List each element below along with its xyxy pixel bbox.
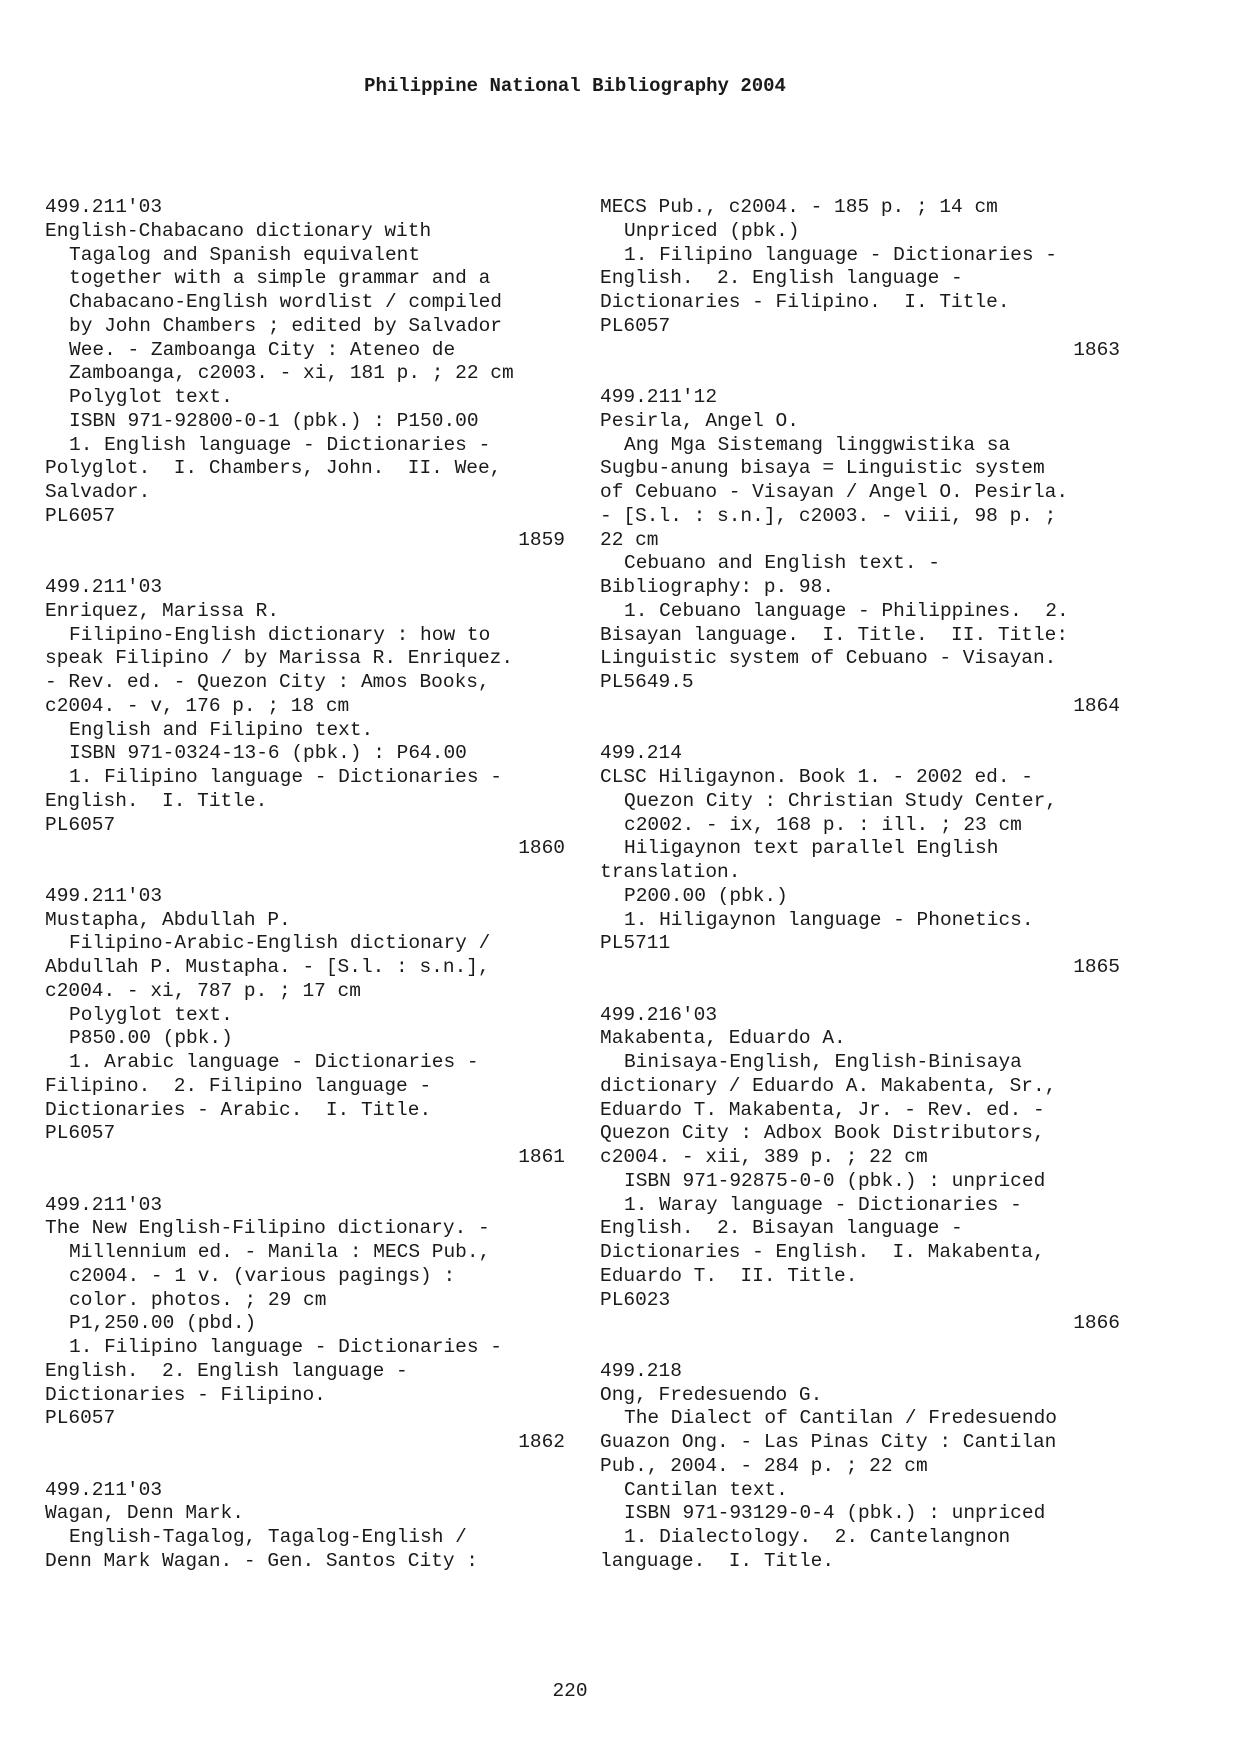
entry-number: 1860 xyxy=(518,837,565,860)
entry-line: Dictionaries - Arabic. I. Title. xyxy=(45,1098,432,1121)
entry-line: 499.211'03 xyxy=(45,884,163,907)
entry-line: English-Chabacano dictionary with xyxy=(45,219,432,242)
entry-separator xyxy=(600,1336,1120,1360)
entry-line: language. I. Title. xyxy=(600,1549,835,1572)
bibliography-entry xyxy=(45,196,565,552)
entry-line: of Cebuano - Visayan / Angel O. Pesirla. xyxy=(600,481,1069,503)
bibliography-entry xyxy=(600,1004,1120,1337)
entry-line: P850.00 (pbk.) xyxy=(69,1027,233,1050)
entry-line: Dictionaries - Filipino. I. Title. xyxy=(600,291,1010,313)
bibliography-entry xyxy=(45,576,565,861)
entry-line: Denn Mark Wagan. - Gen. Santos City : xyxy=(45,1549,478,1572)
bibliography-entry xyxy=(600,742,1120,980)
entry-line: Polyglot text. xyxy=(69,1003,233,1026)
entry-line: Hiligaynon text parallel English xyxy=(624,837,999,860)
entry-line: Pesirla, Angel O. xyxy=(600,409,799,432)
entry-line: Dictionaries - English. I. Makabenta, xyxy=(600,1241,1045,1263)
entry-number: 1864 xyxy=(1073,694,1120,717)
entry-line: Sugbu-anung bisaya = Linguistic system xyxy=(600,457,1045,480)
entry-separator xyxy=(600,980,1120,1004)
entry-line: English. 2. Bisayan language - xyxy=(600,1217,963,1240)
entry-line: ISBN 971-93129-0-4 (pbk.) : unpriced xyxy=(624,1502,1046,1525)
entry-line: PL6057 xyxy=(45,813,116,836)
entry-line: 499.211'03 xyxy=(45,576,163,598)
entry-line: English. 2. English language - xyxy=(600,267,963,290)
entry-number: 1861 xyxy=(518,1146,565,1168)
entry-line: dictionary / Eduardo A. Makabenta, Sr., xyxy=(600,1074,1057,1097)
entry-line: Ang Mga Sistemang linggwistika sa xyxy=(624,433,1011,456)
entry-line: English-Tagalog, Tagalog-English / xyxy=(69,1526,467,1548)
entry-line: 1. English language - Dictionaries - xyxy=(69,433,491,456)
entry-line: 499.218 xyxy=(600,1359,682,1382)
entry-line: c2004. - v, 176 p. ; 18 cm xyxy=(45,694,350,717)
entry-line: c2002. - ix, 168 p. : ill. ; 23 cm xyxy=(624,813,1022,836)
entry-separator xyxy=(600,719,1120,743)
entry-separator xyxy=(45,552,565,576)
entry-line: Guazon Ong. - Las Pinas City : Cantilan xyxy=(600,1431,1057,1453)
entry-line: Polyglot. I. Chambers, John. II. Wee, xyxy=(45,457,502,480)
entry-number: 1866 xyxy=(1073,1312,1120,1335)
entry-line: English and Filipino text. xyxy=(69,718,374,741)
entry-line: CLSC Hiligaynon. Book 1. - 2002 ed. - xyxy=(600,766,1033,788)
entry-line: PL5711 xyxy=(600,932,671,955)
entry-line: Ong, Fredesuendo G. xyxy=(600,1383,823,1406)
entry-line: Abdullah P. Mustapha. - [S.l. : s.n.], xyxy=(45,956,490,978)
entry-number: 1865 xyxy=(1073,956,1120,978)
entry-line: Dictionaries - Filipino. xyxy=(45,1383,326,1406)
entry-line: - Rev. ed. - Quezon City : Amos Books, xyxy=(45,671,490,693)
entry-line: Millennium ed. - Manila : MECS Pub., xyxy=(69,1241,491,1263)
entry-line: c2004. - xi, 787 p. ; 17 cm xyxy=(45,979,361,1002)
entry-line: The Dialect of Cantilan / Fredesuendo xyxy=(624,1407,1057,1430)
entry-line: Zamboanga, c2003. - xi, 181 p. ; 22 cm xyxy=(69,362,514,385)
entry-number: 1863 xyxy=(1073,338,1120,361)
right-column xyxy=(600,196,1120,1574)
entry-line: Salvador. xyxy=(45,481,151,503)
entry-number: 1862 xyxy=(518,1431,565,1453)
entry-line: PL6057 xyxy=(45,1407,116,1430)
entry-line: Binisaya-English, English-Binisaya xyxy=(624,1051,1022,1073)
entry-line: 1. Filipino language - Dictionaries - xyxy=(69,766,502,788)
entry-number: 1859 xyxy=(518,528,565,551)
entry-line: Makabenta, Eduardo A. xyxy=(600,1027,846,1050)
entry-line: 1. Waray language - Dictionaries - xyxy=(624,1193,1022,1216)
left-column xyxy=(45,196,565,1574)
entry-line: Bibliography: p. 98. xyxy=(600,576,835,598)
entry-line: Unpriced (pbk.) xyxy=(624,219,800,242)
entry-line: 499.211'03 xyxy=(45,1193,163,1216)
entry-line: together with a simple grammar and a xyxy=(69,267,491,290)
entry-line: 1. Arabic language - Dictionaries - xyxy=(69,1051,479,1073)
entry-line: translation. xyxy=(600,861,741,883)
entry-line: speak Filipino / by Marissa R. Enriquez. xyxy=(45,647,514,670)
entry-line: 499.214 xyxy=(600,742,682,765)
entry-line: Polyglot text. xyxy=(69,386,233,408)
entry-separator xyxy=(45,861,565,885)
entry-line: Quezon City : Christian Study Center, xyxy=(624,789,1057,812)
entry-separator xyxy=(45,1455,565,1479)
entry-line: Filipino. 2. Filipino language - xyxy=(45,1074,432,1097)
entry-line: MECS Pub., c2004. - 185 p. ; 14 cm xyxy=(600,196,998,218)
entry-separator xyxy=(45,1170,565,1194)
entry-line: color. photos. ; 29 cm xyxy=(69,1288,327,1311)
bibliography-entry xyxy=(45,885,565,1170)
bibliography-entry xyxy=(600,1360,1120,1574)
entry-line: P1,250.00 (pbd.) xyxy=(69,1312,257,1335)
page-number: 220 xyxy=(552,1680,588,1702)
entry-line: 1. Cebuano language - Philippines. 2. xyxy=(624,599,1069,622)
entry-line: English. I. Title. xyxy=(45,789,268,812)
entry-line: Eduardo T. Makabenta, Jr. - Rev. ed. - xyxy=(600,1098,1045,1121)
entry-line: 1. Filipino language - Dictionaries - xyxy=(69,1336,502,1358)
bibliography-entry xyxy=(600,196,1120,362)
entry-line: PL6057 xyxy=(45,1122,116,1145)
entry-line: 499.216'03 xyxy=(600,1003,718,1026)
entry-line: Wagan, Denn Mark. xyxy=(45,1502,244,1525)
entry-line: Chabacano-English wordlist / compiled xyxy=(69,291,502,313)
entry-line: 22 cm xyxy=(600,528,659,551)
bibliography-entry xyxy=(600,386,1120,719)
page-title: Philippine National Bibliography 2004 xyxy=(364,75,786,97)
entry-line: Linguistic system of Cebuano - Visayan. xyxy=(600,647,1057,670)
entry-line: 1. Hiligaynon language - Phonetics. xyxy=(624,908,1034,931)
entry-line: 499.211'03 xyxy=(45,1478,163,1501)
entry-line: PL6023 xyxy=(600,1288,671,1311)
entry-line: - [S.l. : s.n.], c2003. - viii, 98 p. ; xyxy=(600,504,1057,527)
entry-line: Tagalog and Spanish equivalent xyxy=(69,243,421,266)
entry-line: Pub., 2004. - 284 p. ; 22 cm xyxy=(600,1454,928,1477)
entry-line: Filipino-Arabic-English dictionary / xyxy=(69,932,491,955)
entry-line: Enriquez, Marissa R. xyxy=(45,599,280,622)
entry-line: Quezon City : Adbox Book Distributors, xyxy=(600,1122,1045,1145)
entry-line: Bisayan language. I. Title. II. Title: xyxy=(600,623,1069,646)
entry-line: Cebuano and English text. - xyxy=(624,552,940,575)
entry-line: 1. Dialectology. 2. Cantelangnon xyxy=(624,1526,1011,1548)
entry-line: 499.211'03 xyxy=(45,196,163,218)
entry-line: P200.00 (pbk.) xyxy=(624,884,788,907)
entry-line: ISBN 971-92875-0-0 (pbk.) : unpriced xyxy=(624,1169,1046,1192)
entry-line: PL6057 xyxy=(600,314,671,337)
entry-line: Mustapha, Abdullah P. xyxy=(45,908,291,931)
entry-separator xyxy=(600,362,1120,386)
entry-line: 1. Filipino language - Dictionaries - xyxy=(624,243,1057,266)
entry-line: PL5649.5 xyxy=(600,671,694,693)
entry-line: Cantilan text. xyxy=(624,1478,788,1501)
entry-line: ISBN 971-92800-0-1 (pbk.) : P150.00 xyxy=(69,409,479,432)
entry-line: c2004. - 1 v. (various pagings) : xyxy=(69,1264,456,1287)
entry-line: by John Chambers ; edited by Salvador xyxy=(69,314,502,337)
entry-line: English. 2. English language - xyxy=(45,1359,408,1382)
entry-line: PL6057 xyxy=(45,504,116,527)
entry-line: The New English-Filipino dictionary. - xyxy=(45,1217,490,1240)
bibliography-entry xyxy=(45,1479,565,1574)
entry-line: 499.211'12 xyxy=(600,386,718,408)
entry-line: ISBN 971-0324-13-6 (pbk.) : P64.00 xyxy=(69,742,467,765)
entry-line: Wee. - Zamboanga City : Ateneo de xyxy=(69,338,456,361)
bibliography-entry xyxy=(45,1194,565,1455)
entry-line: Eduardo T. II. Title. xyxy=(600,1264,858,1287)
entry-line: Filipino-English dictionary : how to xyxy=(69,623,491,646)
entry-line: c2004. - xii, 389 p. ; 22 cm xyxy=(600,1146,928,1168)
